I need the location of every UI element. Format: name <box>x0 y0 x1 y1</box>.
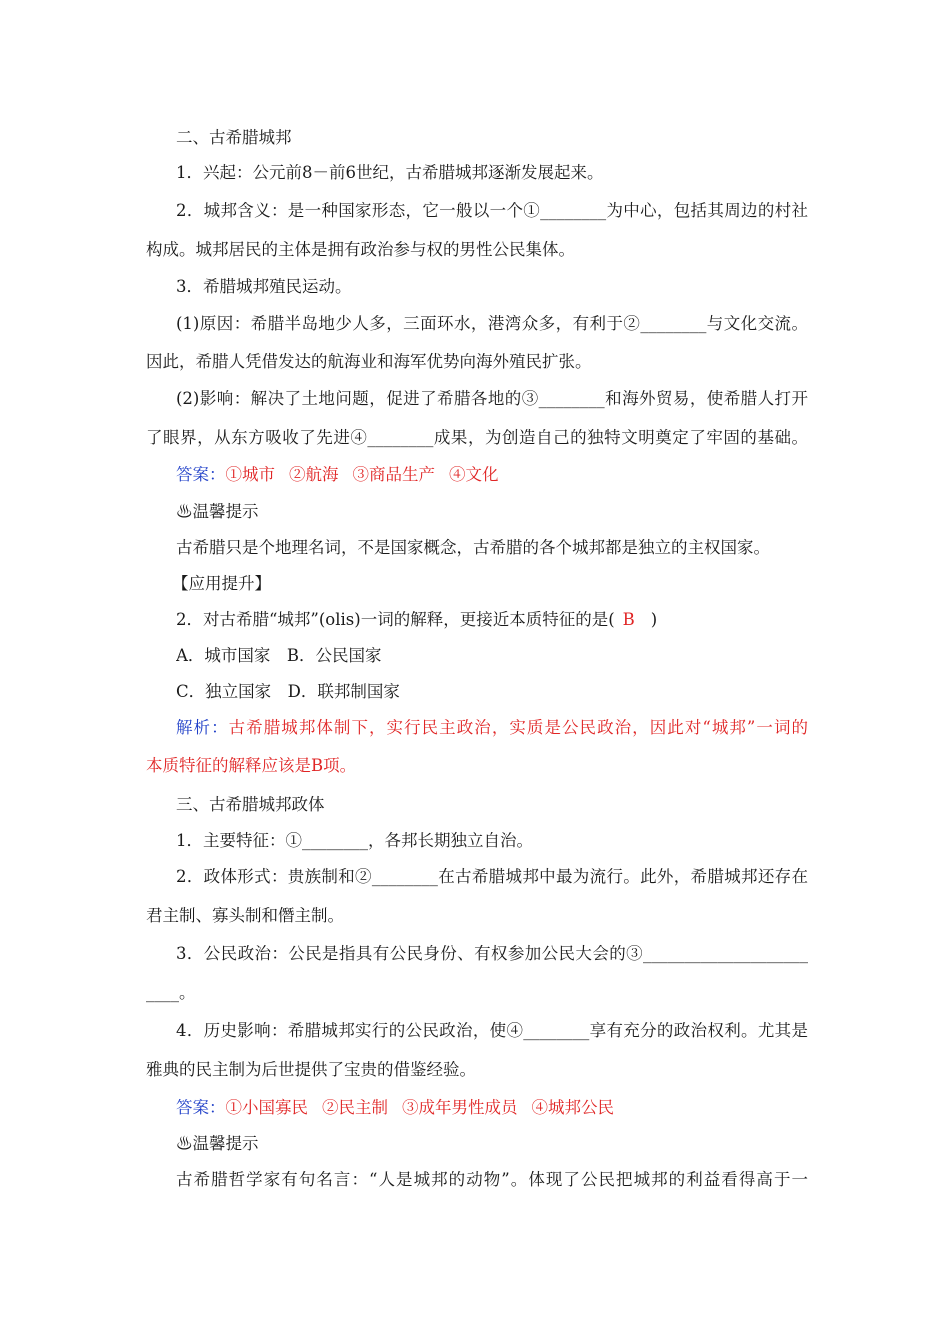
answer-item: ①小国寡民 <box>225 1098 308 1117</box>
answer-item: ②民主制 <box>322 1098 388 1117</box>
citizen-politics-line1: 3．公民政治：公民是指具有公民身份、有权参加公民大会的③____________________ <box>176 944 808 963</box>
polity-form-line2: 君主制、寡头制和僭主制。 <box>146 906 344 925</box>
analysis-line1 <box>176 717 808 739</box>
practice-question <box>176 609 838 631</box>
options-cd: C．独立国家 D．联邦制国家 <box>176 682 400 701</box>
item-definition-line2: 构成。城邦居民的主体是拥有政治参与权的男性公民集体。 <box>146 240 575 259</box>
item-rise: 1．兴起：公元前8－前6世纪，古希腊城邦逐渐发展起来。 <box>176 163 604 182</box>
answer-line-section3 <box>176 1097 838 1119</box>
answer-item: ④文化 <box>449 465 499 484</box>
question-answer: B <box>622 610 635 629</box>
answer-item: ②航海 <box>289 465 339 484</box>
tip-label: ♨温馨提示 <box>176 1134 259 1153</box>
analysis-label: 解析： <box>176 718 229 737</box>
analysis-text: 古希腊城邦体制下，实行民主政治，实质是公民政治，因此对“城邦”一词的 <box>228 718 808 737</box>
reason-line1: (1)原因：希腊半岛地少人多，三面环水，港湾众多，有利于②________与文化交流。 <box>176 314 808 333</box>
reason-line2: 因此，希腊人凭借发达的航海业和海军优势向海外殖民扩张。 <box>146 352 592 371</box>
section-heading-city-states: 二、古希腊城邦 <box>176 128 292 147</box>
polity-feature: 1．主要特征：①________，各邦长期独立自治。 <box>176 831 533 850</box>
answer-label: 答案： <box>176 1098 226 1117</box>
historical-impact-line2: 雅典的民主制为后世提供了宝贵的借鉴经验。 <box>146 1060 476 1079</box>
tip-text: 古希腊哲学家有句名言：“人是城邦的动物”。体现了公民把城邦的利益看得高于一 <box>176 1170 808 1189</box>
answer-item: ①城市 <box>225 465 275 484</box>
impact-line2: 了眼界，从东方吸收了先进④________成果，为创造自己的独特文明奠定了牢固的基础。 <box>146 428 808 447</box>
answer-item: ④城邦公民 <box>531 1098 614 1117</box>
impact-line1: (2)影响：解决了土地问题，促进了希腊各地的③________和海外贸易，使希腊人打开 <box>176 389 808 408</box>
answer-label: 答案： <box>176 465 226 484</box>
section-heading-polity: 三、古希腊城邦政体 <box>176 795 325 814</box>
citizen-politics-line2: ____。 <box>146 983 196 1002</box>
item-definition-line1: 2．城邦含义：是一种国家形态，它一般以一个①________为中心，包括其周边的村社 <box>176 201 808 220</box>
tip-text: 古希腊只是个地理名词，不是国家概念，古希腊的各个城邦都是独立的主权国家。 <box>176 538 770 557</box>
question-close: ) <box>650 610 658 629</box>
options-ab: A．城市国家 B．公民国家 <box>176 646 382 665</box>
analysis-line2: 本质特征的解释应该是B项。 <box>146 756 357 775</box>
item-colonization: 3．希腊城邦殖民运动。 <box>176 277 352 296</box>
answer-line-section2 <box>176 464 838 486</box>
question-text: 2．对古希腊“城邦”(olis)一词的解释，更接近本质特征的是( <box>176 610 615 629</box>
tip-label: ♨温馨提示 <box>176 502 259 521</box>
historical-impact-line1: 4．历史影响：希腊城邦实行的公民政治，使④________享有充分的政治权利。尤其是 <box>176 1021 808 1040</box>
answer-item: ③成年男性成员 <box>402 1098 518 1117</box>
polity-form-line1: 2．政体形式：贵族制和②________在古希腊城邦中最为流行。此外，希腊城邦还存在 <box>176 867 808 886</box>
answer-item: ③商品生产 <box>352 465 435 484</box>
practice-heading: 【应用提升】 <box>172 574 271 593</box>
